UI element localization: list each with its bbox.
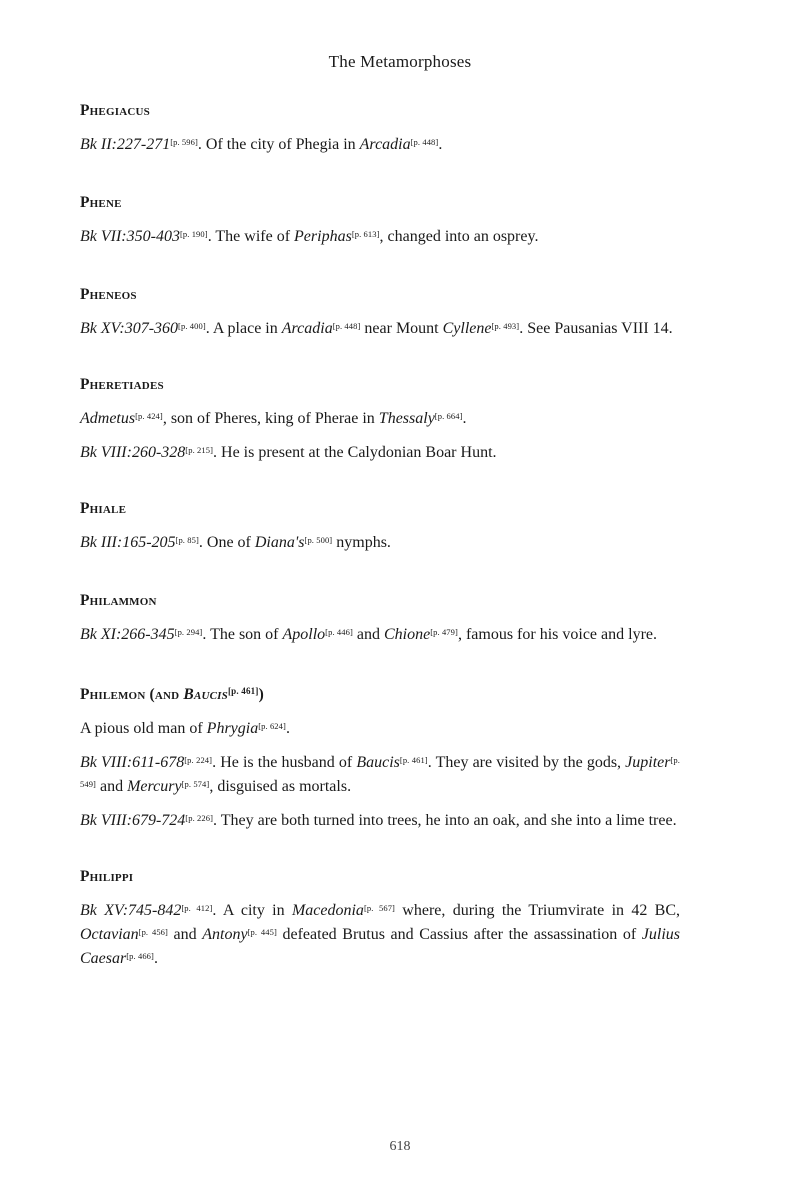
page-ref[interactable]: [p. 461] [227, 686, 259, 696]
entry-paragraph [80, 717, 680, 741]
entry-heading: Phene [80, 194, 122, 211]
text: and [352, 626, 384, 643]
page-ref[interactable]: [p. 466] [126, 951, 154, 961]
page-ref[interactable]: [p. 624] [258, 721, 286, 731]
entry-heading: Pheretiades [80, 376, 164, 393]
page-ref[interactable]: [p. 85] [175, 535, 199, 545]
entry-heading: Phegiacus [80, 102, 150, 119]
book-reference-link[interactable]: Bk XI:266-345 [80, 626, 175, 643]
book-reference-link[interactable]: Bk III:165-205 [80, 534, 176, 551]
text: near Mount [360, 320, 443, 337]
entry-philemon [80, 681, 680, 833]
cross-reference-link[interactable]: Arcadia [359, 136, 411, 153]
cross-reference-link[interactable]: Thessaly [378, 410, 435, 427]
heading-cross-reference-link[interactable]: Baucis [183, 686, 228, 703]
page-ref[interactable]: [p. 664] [434, 411, 463, 421]
text: . They are both turned into trees, he into an oak, and she into a lime tree. [213, 812, 677, 829]
text: . One of [198, 534, 255, 551]
entry-heading [80, 681, 680, 705]
entry-paragraph [80, 899, 680, 971]
entry-phegiacus [80, 101, 680, 157]
page-ref[interactable]: [p. 549] [80, 755, 681, 789]
entry-paragraph [80, 751, 680, 799]
page-ref[interactable]: [p. 493] [491, 321, 520, 331]
text: , famous for his voice and lyre. [457, 626, 657, 643]
cross-reference-link[interactable]: Octavian [80, 926, 139, 943]
page-ref[interactable]: [p. 226] [185, 813, 214, 823]
text: , son of Pheres, king of Pherae in [162, 410, 379, 427]
text: , disguised as mortals. [209, 778, 352, 795]
cross-reference-link[interactable]: Macedonia [291, 902, 364, 919]
cross-reference-link[interactable]: Arcadia [281, 320, 333, 337]
text: . [153, 950, 158, 967]
page-ref[interactable]: [p. 294] [174, 627, 203, 637]
page-ref[interactable]: [p. 613] [351, 229, 380, 239]
entry-heading: Phiale [80, 500, 127, 517]
entry-paragraph [80, 623, 680, 647]
page-ref[interactable]: [p. 445] [247, 927, 277, 937]
page-ref[interactable]: [p. 224] [184, 755, 213, 765]
page-ref[interactable]: [p. 574] [181, 779, 210, 789]
text: . [285, 720, 290, 737]
text: . See Pausanias VIII 14. [519, 320, 673, 337]
entry-paragraph [80, 225, 680, 249]
text: . A city in [212, 902, 292, 919]
page-ref[interactable]: [p. 400] [178, 321, 206, 331]
text: and [167, 926, 203, 943]
cross-reference-link[interactable]: Julius Caesar [80, 926, 681, 967]
entry-paragraph [80, 407, 680, 431]
page-ref[interactable]: [p. 446] [325, 627, 353, 637]
text: . They are visited by the gods, [427, 754, 626, 771]
cross-reference-link[interactable]: Cyllene [442, 320, 492, 337]
running-head: The Metamorphoses [328, 52, 472, 71]
text: . He is the husband of [212, 754, 357, 771]
text: . [462, 410, 467, 427]
text: where, during the Triumvirate in 42 BC, [394, 902, 681, 919]
entry-heading: Philippi [80, 868, 134, 885]
entry-paragraph [80, 133, 680, 157]
text: defeated Brutus and Cassius after the assassination of [276, 926, 642, 943]
cross-reference-link[interactable]: Antony [202, 926, 248, 943]
cross-reference-link[interactable]: Baucis [356, 754, 400, 771]
book-reference-link[interactable]: Bk XV:307-360 [80, 320, 179, 337]
heading-text: Philemon (and [80, 686, 184, 703]
cross-reference-link[interactable]: Admetus [80, 410, 136, 427]
glossary-content [80, 101, 680, 1007]
page-ref[interactable]: [p. 190] [179, 229, 208, 239]
cross-reference-link[interactable]: Apollo [282, 626, 326, 643]
entry-heading: Philammon [80, 592, 157, 609]
entry-phene [80, 193, 680, 249]
cross-reference-link[interactable]: Phrygia [206, 720, 259, 737]
book-reference-link[interactable]: Bk VIII:611-678 [80, 754, 185, 771]
text: . The son of [202, 626, 283, 643]
page-ref[interactable]: [p. 215] [185, 445, 214, 455]
book-reference-link[interactable]: Bk XV:745-842 [80, 902, 182, 919]
cross-reference-link[interactable]: Diana's [254, 534, 305, 551]
text: nymphs. [332, 534, 391, 551]
text: , changed into an osprey. [379, 228, 539, 245]
cross-reference-link[interactable]: Periphas [294, 228, 352, 245]
page-ref[interactable]: [p. 448] [410, 137, 439, 147]
entry-paragraph [80, 809, 680, 833]
book-reference-link[interactable]: Bk VII:350-403 [80, 228, 180, 245]
entry-pheretiades [80, 375, 680, 465]
page-ref[interactable]: [p. 479] [430, 627, 458, 637]
text: . Of the city of Phegia in [197, 136, 360, 153]
text: and [95, 778, 128, 795]
page-ref[interactable]: [p. 596] [170, 137, 198, 147]
cross-reference-link[interactable]: Jupiter [625, 754, 671, 771]
text: . [438, 136, 443, 153]
entry-philammon [80, 591, 680, 647]
heading-text: ) [258, 686, 264, 703]
entry-phiale [80, 499, 680, 555]
entry-paragraph [80, 441, 680, 465]
entry-paragraph [80, 531, 680, 555]
page-number: 618 [389, 1139, 411, 1154]
page-ref[interactable]: [p. 412] [181, 903, 213, 913]
page-ref[interactable]: [p. 448] [332, 321, 361, 331]
entry-paragraph [80, 317, 680, 341]
entry-heading: Pheneos [80, 286, 137, 303]
text: . A place in [205, 320, 282, 337]
text: . He is present at the Calydonian Boar Hunt. [213, 444, 497, 461]
book-reference-link[interactable]: Bk II:227-271 [80, 136, 171, 153]
page-ref[interactable]: [p. 500] [304, 535, 333, 545]
entry-philippi [80, 867, 680, 971]
page-ref[interactable]: [p. 461] [399, 755, 428, 765]
book-reference-link[interactable]: Bk VIII:260-328 [80, 444, 186, 461]
text: A pious old man of [80, 720, 207, 737]
page-ref[interactable]: [p. 567] [363, 903, 395, 913]
text: . The wife of [207, 228, 295, 245]
book-reference-link[interactable]: Bk VIII:679-724 [80, 812, 186, 829]
cross-reference-link[interactable]: Mercury [127, 778, 182, 795]
page-ref[interactable]: [p. 456] [138, 927, 168, 937]
page-ref[interactable]: [p. 424] [135, 411, 163, 421]
cross-reference-link[interactable]: Chione [384, 626, 431, 643]
entry-pheneos [80, 285, 680, 341]
